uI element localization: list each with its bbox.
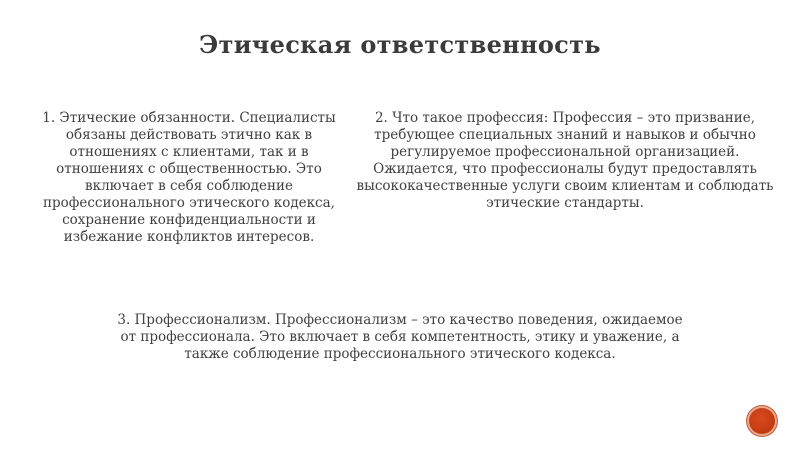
slide-title: Этическая ответственность bbox=[199, 30, 601, 59]
paragraph-ethical-duties: 1. Этические обязанности. Специалисты обязаны действовать этично как в отношениях с клиентами, так и в отношениях с общественностью. Это включает в себя соблюдение профессионального этического кодекса, сохранение конфиденциальности и избежание конфликтов интересов. bbox=[42, 110, 336, 245]
paragraph-what-is-profession: 2. Что такое профессия: Профессия – это призвание, требующее специальных знаний и навыков и обычно регулируемое профессиональной организацией. Ожидается, что профессионалы будут предоставлять высококачественные услуги своим клиентам и соблюдать этические стандарты. bbox=[356, 110, 774, 211]
decorative-circle-icon bbox=[749, 408, 775, 434]
paragraph-professionalism: 3. Профессионализм. Профессионализм – это качество поведения, ожидаемое от профессионала. Это включает в себя компетентность, этику и уважение, а также соблюдение профессионального этического кодекса. bbox=[117, 312, 683, 362]
